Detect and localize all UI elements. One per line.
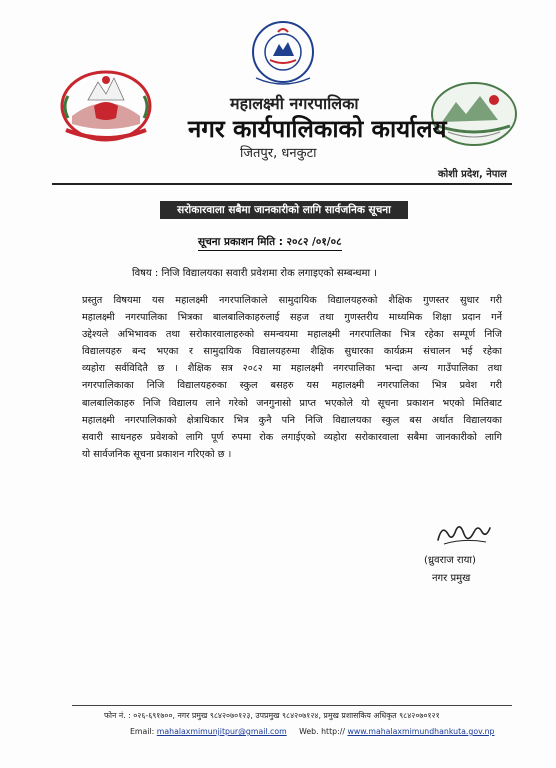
signature-icon bbox=[434, 520, 494, 548]
signatory-name: (ध्रुवराज राया) bbox=[424, 555, 476, 566]
header-divider bbox=[52, 183, 512, 185]
website-link[interactable]: www.mahalaxmimundhankuta.gov.np bbox=[347, 727, 495, 736]
footer-contact: फोन नं. : ०२६-६९१७००, नगर प्रमुख ९८४२०७०१२३, उपप्रमुख ९८४२०७१२४, प्रमुख प्रशासकिय अधिकृत ९८४२०७०१२१ bbox=[104, 711, 440, 720]
office-title: नगर कार्यपालिकाको कार्यालय bbox=[188, 115, 447, 143]
publication-date: सूचना प्रकाशन मिति : २०८२ /०१/०८ bbox=[198, 235, 342, 251]
signatory-title: नगर प्रमुख bbox=[432, 573, 471, 584]
footer-web-line bbox=[130, 727, 494, 736]
body-line: बालबालिकाहरु निजि विद्यालय लाने गरेको जनगुनासो प्राप्त भएकोले यो सूचना प्रकाशन भएको मितिबाट bbox=[82, 397, 502, 409]
email-label: Email: bbox=[130, 727, 155, 736]
footer-divider bbox=[72, 705, 512, 706]
body-line: व्यहोरा सर्वविदितै छ । शैक्षिक सत्र २०८२ मा महालक्ष्मी नगरपालिका भन्दा अन्य गाउँपालिका तथा bbox=[82, 363, 502, 375]
body-line: महालक्ष्मी नगरपालिकाको क्षेत्राधिकार भित्र कुनै पनि निजि विद्यालयका स्कुल बस अर्थात विद्यालयका bbox=[82, 414, 502, 426]
body-line: उद्देश्यले अभिभावक तथा सरोकारवालाहरुको समन्वयमा महालक्ष्मी नगरपालिका भित्र रहेका सम्पूर्ण निजि bbox=[82, 329, 502, 341]
body-line: यो सार्वजनिक सूचना प्रकाशन गरिएको छ । bbox=[82, 448, 232, 460]
province-label: कोशी प्रदेश, नेपाल bbox=[438, 169, 507, 180]
office-location: जितपुर, धनकुटा bbox=[240, 146, 317, 161]
body-line: विद्यालयहरु बन्द भएका र सामुदायिक विद्यालयहरुमा शैक्षिक सुधारका कार्यक्रम संचालन भई रहेका bbox=[82, 346, 502, 358]
municipality-name: महालक्ष्मी नगरपालिका bbox=[230, 94, 359, 113]
notice-banner: सरोकारवाला सबैमा जानकारीको लागि सार्वजनिक सूचना bbox=[160, 201, 408, 219]
nepal-emblem-icon bbox=[58, 60, 154, 144]
email-link[interactable]: mahalaxmimunjitpur@gmail.com bbox=[156, 727, 287, 736]
body-line: प्रस्तुत विषयमा यस महालक्ष्मी नगरपालिकाले सामुदायिक विद्यालयहरुको शैक्षिक गुणस्तर सुधार गरी bbox=[82, 295, 502, 306]
web-label: Web. http:// bbox=[299, 727, 345, 736]
notice-body bbox=[82, 292, 502, 463]
notice-subject: विषय : निजि विद्यालयका सवारी प्रवेशमा रोक लगाइएको सम्बन्धमा । bbox=[132, 268, 378, 279]
body-line: महालक्ष्मी नगरपालिका भित्रका बालबालिकाहरुलाई सहज तथा गुणस्तरीय माध्यमिक शिक्षा प्रदान गर्ने bbox=[82, 312, 502, 324]
body-line: नगरपालिकाका निजि विद्यालयहरुका स्कुल बसहरु यस महालक्ष्मी नगरपालिका भित्र प्रवेश गरी bbox=[82, 380, 502, 392]
municipality-logo-icon bbox=[248, 18, 318, 90]
body-line: सवारी साधनहरु प्रवेशको लागि पूर्ण रुपमा रोक लगाईएको व्यहोरा सरोकारवाला सबैमा जानकारीको लागि bbox=[82, 431, 502, 443]
